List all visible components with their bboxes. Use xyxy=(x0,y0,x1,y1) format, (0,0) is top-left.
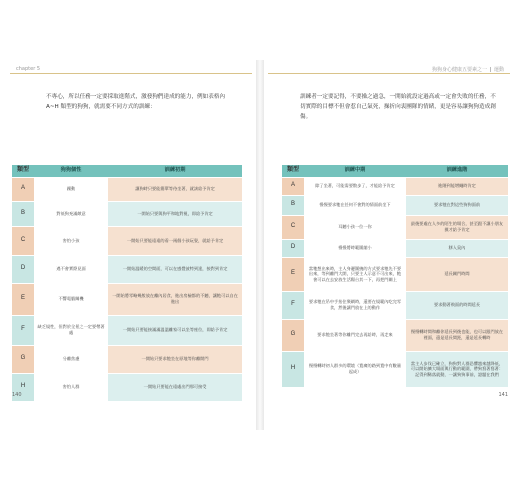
intro-paragraph: 不專心，所以任務一定要採取進階式，激發狗們達成的能力，例如表格內 A~H 類型的狗狗，就需要不同方式的訓練： xyxy=(46,94,226,110)
header-early: 訓練初期 xyxy=(108,165,242,177)
row-type: B xyxy=(12,201,34,226)
row-training: 一開始只要求牠坐在原地等你離開門 xyxy=(108,345,242,373)
row-training: 讓狗時只要能簡單等待坐著，就該給予肯定 xyxy=(108,177,242,201)
row-advanced: 進階到能增繩時肯定 xyxy=(406,177,508,195)
row-trait: 對低狗充滿敵意 xyxy=(34,201,108,226)
row-mid: 慢慢將時範圍縮小 xyxy=(304,239,406,257)
header-rule xyxy=(10,73,252,74)
row-advanced: 移入臭內 xyxy=(406,239,508,257)
table-row xyxy=(12,345,242,373)
table-row xyxy=(282,291,508,319)
row-type: D xyxy=(12,255,34,283)
left-page xyxy=(10,60,252,430)
row-trait: 躁動 xyxy=(34,177,108,201)
row-type: H xyxy=(12,373,34,401)
row-training: 一開始將零略幾般放在離內居食，進出房檢都的不聽，讓牠可以自在進出 xyxy=(108,283,242,315)
row-type: A xyxy=(12,177,34,201)
running-head-divider xyxy=(490,67,491,72)
table-row xyxy=(12,315,242,345)
table-row xyxy=(282,215,508,239)
intro-paragraph: 訓練者一定要記得，不要操之過急，一開始就設定過高或一定會失敗的任務，不切實際的目標不但會惹自己氣死，操折向衷團隊的情緒，更是容易讓狗狗造成創傷。 xyxy=(300,94,496,120)
table-row xyxy=(282,351,508,387)
header-rule xyxy=(268,73,510,74)
chapter-label xyxy=(16,66,40,72)
row-type: H xyxy=(282,351,304,387)
right-page xyxy=(268,60,510,430)
row-type: F xyxy=(12,315,34,345)
row-trait: 缺乏規性，但對於全景之一定要帶著處 xyxy=(34,315,108,345)
row-mid: 慢慢轉時初人群多的環境（寬廣的路到寬中有數量起成） xyxy=(304,351,406,387)
table-row xyxy=(12,201,242,226)
row-type: G xyxy=(12,345,34,373)
row-training: 一開始只要能在遠處出門那可接受 xyxy=(108,373,242,401)
row-type: C xyxy=(12,226,34,255)
row-mid: 要求牠在吊中手抬住聚網時，還要在規範內吃完零食，然後讓門放在上的動作 xyxy=(304,291,406,319)
row-mid: 耳聽小孩一位一你 xyxy=(304,215,406,239)
page-number: 140 xyxy=(12,392,22,398)
table-row xyxy=(282,239,508,257)
row-advanced: 要求牠在對這些狗狗面前 xyxy=(406,195,508,215)
row-advanced: 當主人步伐已確立，狗狗對人群恐懼越來越降低，可以開始擴大場面與行動的範圍，帶狗寫著寫著：記得到稀落就動，一讓狗狗事前，證題在我們 xyxy=(406,351,508,387)
header-type: 類型 xyxy=(282,165,304,177)
row-trait: 遇不會實際見面 xyxy=(34,255,108,283)
row-training: 一開始只要能遠遠的看一兩個小孩玩耍，就給予肯定 xyxy=(108,226,242,255)
training-table-advanced xyxy=(282,165,508,388)
table-row xyxy=(282,257,508,291)
book-gutter xyxy=(256,60,264,430)
page-number: 141 xyxy=(498,392,508,398)
header-type: 類型 xyxy=(12,165,34,177)
running-head-section: 運動 xyxy=(493,67,504,73)
table-row xyxy=(282,319,508,351)
table-row xyxy=(12,373,242,401)
row-advanced: 慢慢轉時間和離你延長到後也能，也可以跟門放在裡面，還是延長間距，還是延長轉時 xyxy=(406,319,508,351)
row-type: D xyxy=(282,239,304,257)
row-trait: 不響電腦關機 xyxy=(34,283,108,315)
row-mid: 當牠想出來時，主人身邊圍繞的方式要求牠先不要出來，等到離門大開，只要主人示意不可出來，牠會可以在去安放生活陽台其一下，再把門關上 xyxy=(304,257,406,291)
table-row xyxy=(282,195,508,215)
row-type: E xyxy=(12,283,34,315)
header-advanced: 訓練進階 xyxy=(406,165,508,177)
row-trait: 害怕人群 xyxy=(34,373,108,401)
row-training: 一開始溫暖的空間面，可以在感覺彼特到達，接對到肯定 xyxy=(108,255,242,283)
row-type: C xyxy=(282,215,304,239)
chapter-label-text: chapter 5 xyxy=(16,66,41,72)
running-head-title: 狗狗身心健康五要素之一 xyxy=(431,67,487,73)
row-mid: 除了坐著，可能需要散步了，才能給予肯定 xyxy=(304,177,406,195)
training-table-early xyxy=(12,165,242,402)
table-row xyxy=(12,255,242,283)
table-header-row xyxy=(12,165,242,177)
row-trait: 分離焦慮 xyxy=(34,345,108,373)
row-mid: 要求牠坐著等你離門完去再給時，再走來 xyxy=(304,319,406,351)
row-training: 一開始只要能接滿滿溫溫離家可以坐等座位，即給予肯定 xyxy=(108,315,242,345)
row-type: G xyxy=(282,319,304,351)
row-training: 一開始只要與狗平和地對視，即給予肯定 xyxy=(108,201,242,226)
row-type: F xyxy=(282,291,304,319)
row-advanced: 延長關門時間 xyxy=(406,257,508,291)
header-mid: 訓練中期 xyxy=(304,165,406,177)
row-mid: 慢慢要求牠在任何不會對的情面前坐下 xyxy=(304,195,406,215)
table-row xyxy=(12,283,242,315)
row-trait: 害怕小孩 xyxy=(34,226,108,255)
table-header-row xyxy=(282,165,508,177)
row-advanced: 要求動著飛面的時間延長 xyxy=(406,291,508,319)
table-row xyxy=(12,177,242,201)
row-type: A xyxy=(282,177,304,195)
row-advanced: 最後要處在人多的陌生的場合，甚至跟不讓小朋友摸才給予肯定 xyxy=(406,215,508,239)
table-row xyxy=(12,226,242,255)
table-row xyxy=(282,177,508,195)
running-head xyxy=(432,66,504,73)
row-type: B xyxy=(282,195,304,215)
header-trait: 狗狗個性 xyxy=(34,165,108,177)
row-type: E xyxy=(282,257,304,291)
